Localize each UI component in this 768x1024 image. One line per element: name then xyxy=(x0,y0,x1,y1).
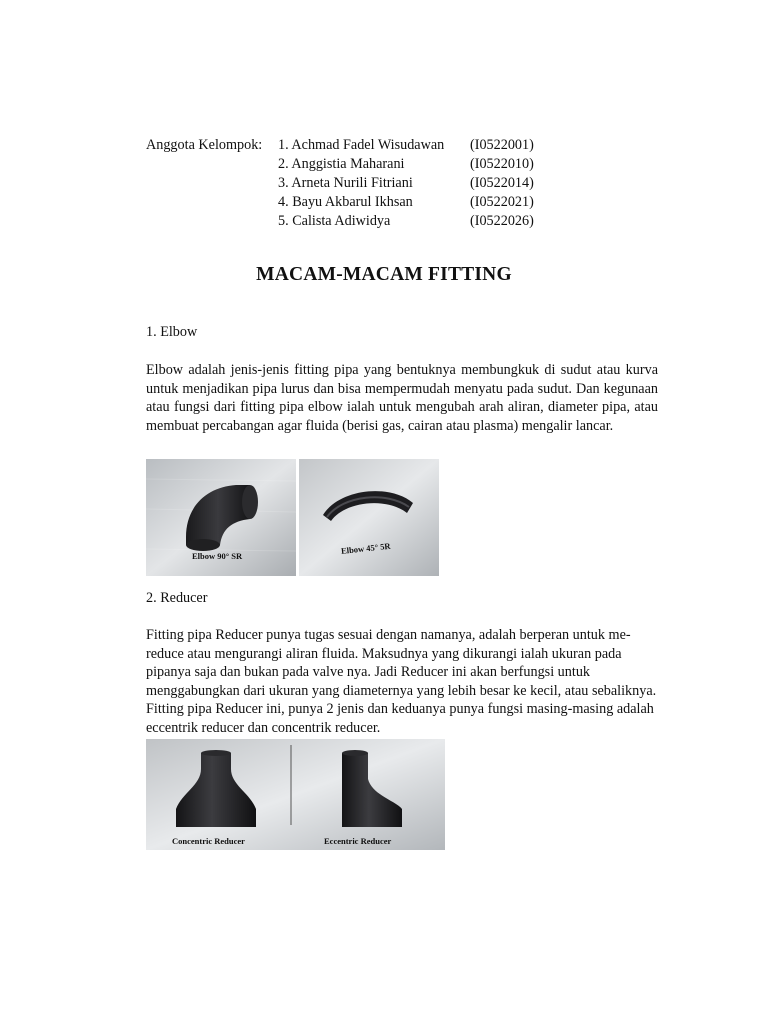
member-nim: (I0522010) xyxy=(470,156,534,172)
section-body-reducer: Fitting pipa Reducer punya tugas sesuai dengan namanya, adalah berperan untuk me-reduce atau mengurangi aliran fluida. Maksudnya yang dikurangi ialah ukuran pada pipanya saja dan bukan pada valve nya. Jadi Reducer ini akan berfungsi untuk menggabungkan dari ukuran yang diameternya yang lebih besar ke kecil, atau sebaliknya. Fitting pipa Reducer ini, punya 2 jenis dan keduanya punya fungsi masing-masing adalah eccentrik reducer dan concentrik reducer. xyxy=(146,627,657,736)
member-row xyxy=(146,136,534,155)
group-members xyxy=(146,136,534,231)
member-row xyxy=(146,174,534,193)
member-nim: (I0522001) xyxy=(470,137,534,153)
member-nim: (I0522021) xyxy=(470,194,534,210)
concentric-caption: Concentric Reducer xyxy=(172,836,245,846)
page-title: MACAM-MACAM FITTING xyxy=(256,264,512,285)
reducer-image xyxy=(146,739,445,850)
member-nim: (I0522014) xyxy=(470,175,534,191)
eccentric-caption: Eccentric Reducer xyxy=(324,836,392,846)
member-nim: (I0522026) xyxy=(470,213,534,229)
section-heading-reducer: 2. Reducer xyxy=(146,590,208,606)
elbow-90-image xyxy=(146,459,296,576)
member-name: 2. Anggistia Maharani xyxy=(278,156,405,172)
section-body-elbow: Elbow adalah jenis-jenis fitting pipa yang bentuknya membungkuk di sudut atau kurva untuk menjadikan pipa lurus dan bisa mempermudah menyatu pada sudut. Dan kegunaan atau fungsi dari fitting pipa elbow ialah untuk mengubah arah aliran, diameter pipa, atau membuat percabangan agar fluida (berisi gas, cairan atau plasma) mengalir lancar. xyxy=(146,362,658,434)
elbow-45-caption: Elbow 45° 5R xyxy=(340,540,391,556)
member-name: 4. Bayu Akbarul Ikhsan xyxy=(278,194,413,210)
member-name: 5. Calista Adiwidya xyxy=(278,213,391,229)
member-row xyxy=(146,155,534,174)
member-name: 3. Arneta Nurili Fitriani xyxy=(278,175,413,191)
member-row xyxy=(146,193,534,212)
member-row xyxy=(146,212,534,231)
elbow-90-caption: Elbow 90° SR xyxy=(192,551,243,561)
members-label: Anggota Kelompok: xyxy=(146,137,263,153)
member-name: 1. Achmad Fadel Wisudawan xyxy=(278,137,445,153)
section-heading-elbow: 1. Elbow xyxy=(146,324,198,340)
elbow-45-image xyxy=(299,459,439,576)
